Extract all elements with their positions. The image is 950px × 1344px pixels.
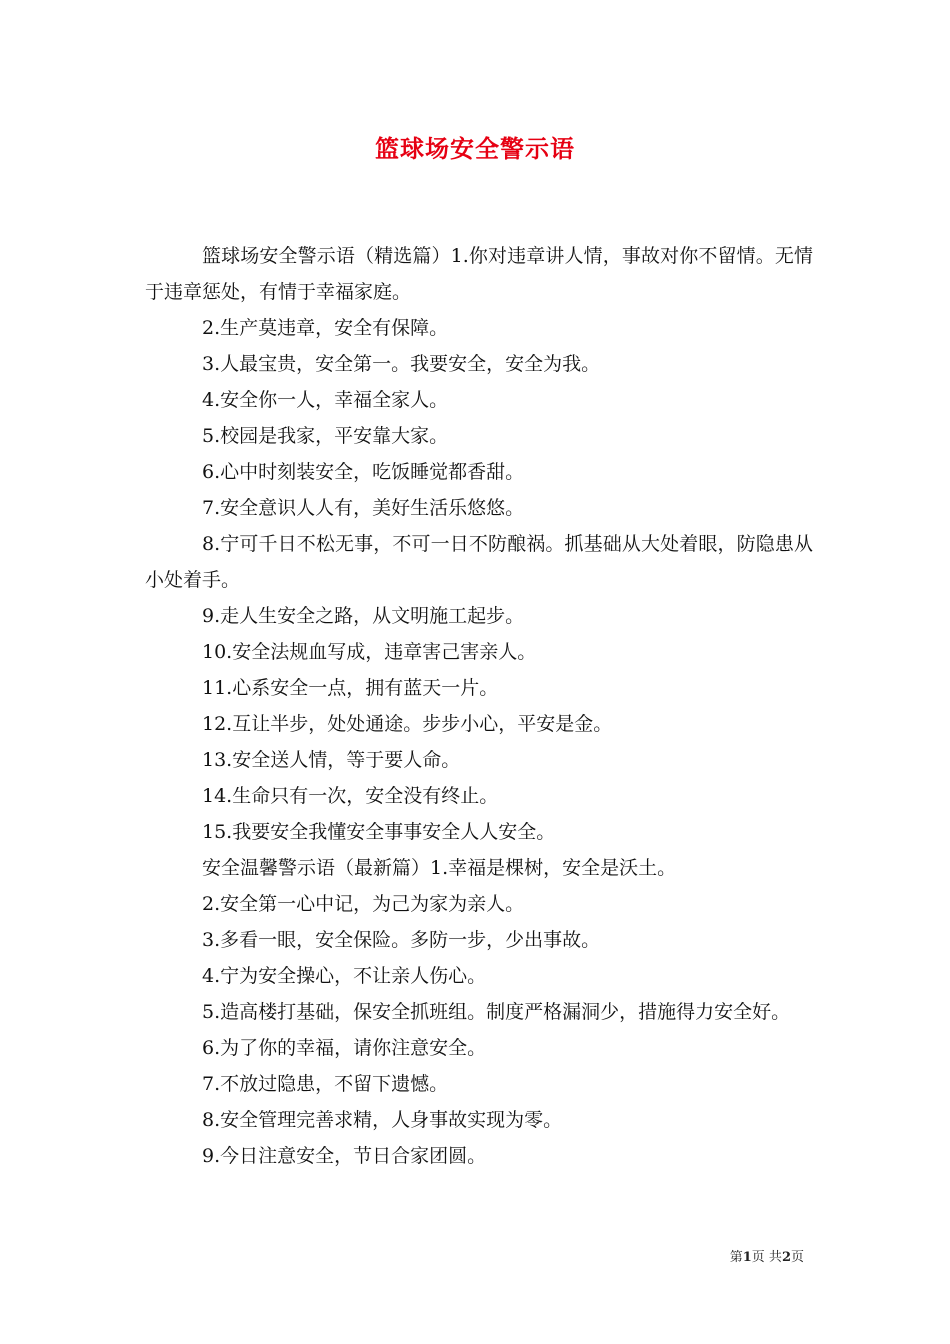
- paragraph: 9.今日注意安全，节日合家团圆。: [202, 1145, 487, 1167]
- paragraph: 13.安全送人情，等于要人命。: [202, 749, 461, 771]
- paragraph: 5.造高楼打基础，保安全抓班组。制度严格漏洞少，措施得力安全好。: [202, 1001, 791, 1023]
- paragraph: 8.宁可千日不松无事，不可一日不防酿祸。抓基础从大处着眼，防隐患从小处着手。: [145, 533, 813, 591]
- paragraph: 15.我要安全我懂安全事事安全人人安全。: [202, 821, 556, 843]
- page-footer: [0, 1248, 950, 1268]
- paragraph: 9.走人生安全之路，从文明施工起步。: [202, 605, 525, 627]
- paragraph: 4.宁为安全操心，不让亲人伤心。: [202, 965, 487, 987]
- paragraph: 8.安全管理完善求精，人身事故实现为零。: [202, 1109, 563, 1131]
- page-number-suffix: 页: [790, 1250, 804, 1265]
- page-number: [730, 1248, 804, 1268]
- paragraph: 3.多看一眼，安全保险。多防一步，少出事故。: [202, 929, 601, 951]
- paragraph: 安全温馨警示语（最新篇）1.幸福是棵树，安全是沃土。: [202, 857, 677, 879]
- page-number-middle: 页 共: [751, 1250, 782, 1265]
- paragraph: 篮球场安全警示语（精选篇）1.你对违章讲人情，事故对你不留情。无情于违章惩处，有情于幸福家庭。: [145, 245, 813, 303]
- paragraph: 14.生命只有一次，安全没有终止。: [202, 785, 499, 807]
- page-number-prefix: 第: [729, 1250, 743, 1265]
- paragraph: 7.不放过隐患，不留下遗憾。: [202, 1073, 449, 1095]
- paragraph: 4.安全你一人，幸福全家人。: [202, 389, 449, 411]
- paragraph: 10.安全法规血写成，违章害己害亲人。: [202, 641, 537, 663]
- paragraph: 7.安全意识人人有，美好生活乐悠悠。: [202, 497, 525, 519]
- total-pages-number: 2: [781, 1250, 791, 1265]
- paragraph: 12.互让半步，处处通途。步步小心，平安是金。: [202, 713, 613, 735]
- paragraph: 2.安全第一心中记，为己为家为亲人。: [202, 893, 525, 915]
- paragraph: 3.人最宝贵，安全第一。我要安全，安全为我。: [202, 353, 601, 375]
- document-title: 篮球场安全警示语: [375, 134, 575, 163]
- paragraph: 11.心系安全一点，拥有蓝天一片。: [202, 677, 499, 699]
- document-body: [145, 238, 813, 1174]
- current-page-number: 1: [742, 1250, 752, 1265]
- paragraph: 2.生产莫违章，安全有保障。: [202, 317, 449, 339]
- paragraph: 6.为了你的幸福，请你注意安全。: [202, 1037, 487, 1059]
- paragraph: 6.心中时刻装安全，吃饭睡觉都香甜。: [202, 461, 525, 483]
- paragraph: 5.校园是我家，平安靠大家。: [202, 425, 449, 447]
